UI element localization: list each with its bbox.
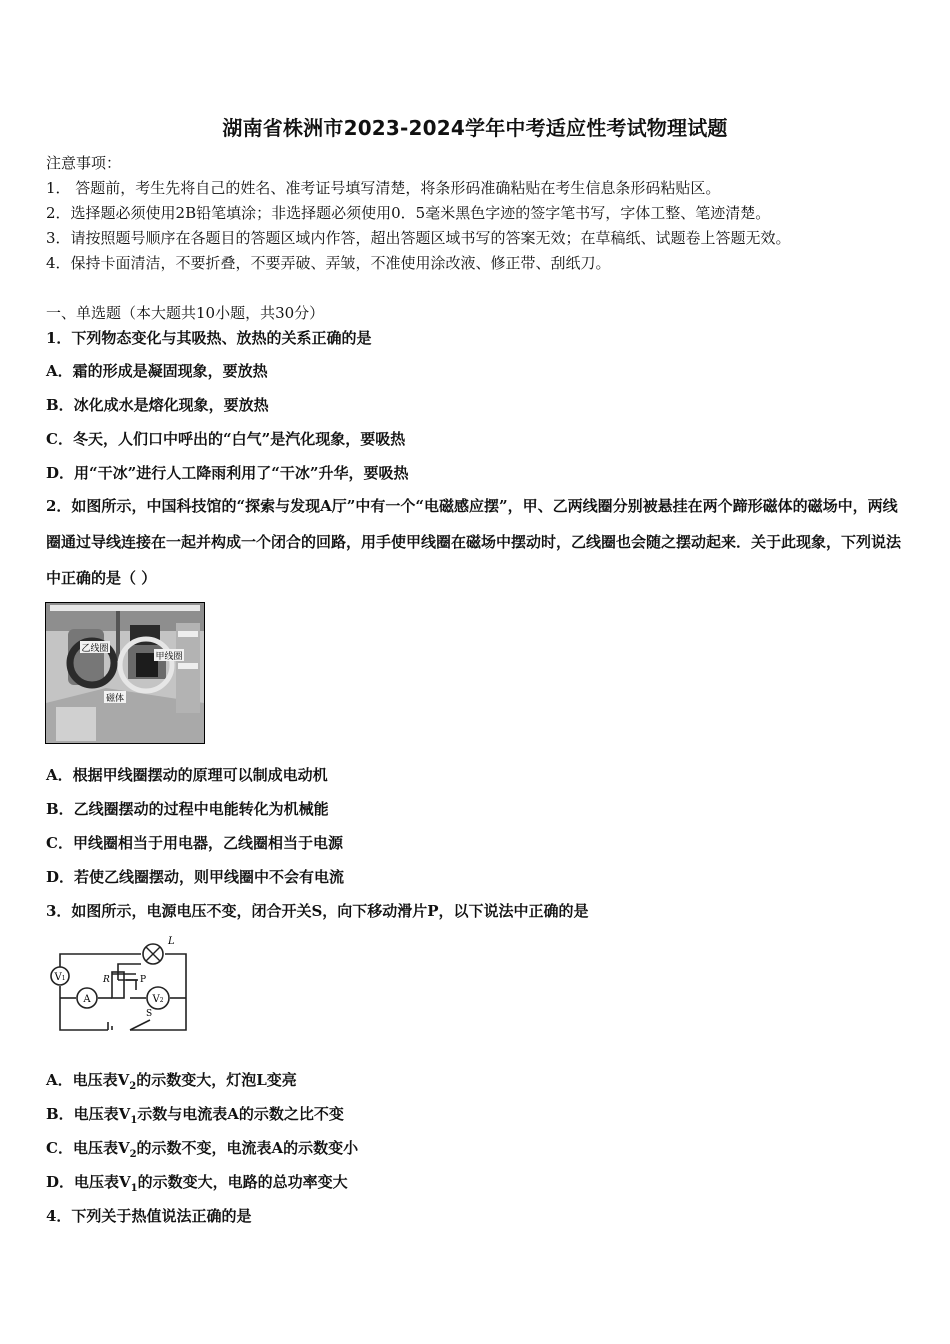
notice-heading: 注意事项： xyxy=(46,154,122,172)
question-4-stem: 4．下列关于热值说法正确的是 xyxy=(46,1207,252,1225)
slider-label: P xyxy=(140,975,147,985)
notice-item: 1． 答题前，考生先将自己的姓名、准考证号填写清楚，将条形码准确粘贴在考生信息条形码粘贴区。 xyxy=(46,179,721,197)
ammeter-label: A xyxy=(83,994,91,1005)
voltmeter-v1-icon xyxy=(51,967,69,985)
option-d-text-tail: 的示数变大，电路的总功率变大 xyxy=(137,1173,348,1191)
question-2-option-b: B．乙线圈摆动的过程中电能转化为机械能 xyxy=(46,800,329,818)
question-1-option-d: D．用“干冰”进行人工降雨利用了“干冰”升华，要吸热 xyxy=(46,464,409,482)
question-1-option-a: A．霜的形成是凝固现象，要放热 xyxy=(46,362,268,380)
option-c-text-tail: 的示数不变，电流表A的示数变小 xyxy=(136,1139,359,1157)
circuit-diagram xyxy=(46,932,196,1047)
electromagnetic-pendulum-photo xyxy=(45,602,205,744)
option-b-subscript: 1 xyxy=(130,1115,138,1126)
question-3-option-d xyxy=(46,1171,348,1194)
notice-item: 4．保持卡面清洁，不要折叠，不要弄破、弄皱，不准使用涂改液、修正带、刮纸刀。 xyxy=(46,254,611,272)
voltmeter-v2-subscript: 2 xyxy=(159,997,164,1004)
switch-label: S xyxy=(146,1009,153,1019)
question-3-option-b xyxy=(46,1103,344,1126)
option-b-text-tail: 示数与电流表A的示数之比不变 xyxy=(137,1105,344,1123)
page-title: 湖南省株洲市2023-2024学年中考适应性考试物理试题 xyxy=(222,116,728,140)
option-d-subscript: 1 xyxy=(130,1183,138,1194)
voltmeter-v2-icon xyxy=(147,987,169,1009)
photo-illustration xyxy=(46,603,204,743)
question-2-stem: 2．如图所示，中国科技馆的“探索与发现A厅”中有一个“电磁感应摆”，甲、乙两线圈分别被悬挂在两个蹄形磁体的磁场中，两线圈通过导线连接在一起并构成一个闭合的回路，用手使甲线圈在磁场中摆动时，乙线圈也会随之摆动起来．关于此现象，下列说法中正确的是（ ） xyxy=(46,497,902,587)
option-c-subscript: 2 xyxy=(129,1149,137,1160)
resistor-label: R xyxy=(103,975,110,985)
option-a-text: A．电压表V xyxy=(46,1071,130,1089)
question-2-option-d: D．若使乙线圈摆动，则甲线圈中不会有电流 xyxy=(46,868,345,886)
ammeter-icon xyxy=(77,988,97,1008)
lamp-icon xyxy=(143,944,163,964)
lamp-label: L xyxy=(168,936,175,947)
question-1-stem: 1．下列物态变化与其吸热、放热的关系正确的是 xyxy=(46,329,372,347)
question-3-stem: 3．如图所示，电源电压不变，闭合开关S，向下移动滑片P，以下说法中正确的是 xyxy=(46,902,589,920)
question-3-option-a xyxy=(46,1069,297,1092)
label-coil-b: 乙线圈 xyxy=(81,644,109,654)
section-heading: 一、单选题（本大题共10小题，共30分） xyxy=(46,304,325,322)
option-d-text: D．电压表V xyxy=(46,1173,131,1191)
question-2-option-a: A．根据甲线圈摆动的原理可以制成电动机 xyxy=(46,766,328,784)
option-b-text: B．电压表V xyxy=(46,1105,131,1123)
question-1-option-c: C．冬天，人们口中呼出的“白气”是汽化现象，要吸热 xyxy=(46,430,406,448)
question-1-option-b: B．冰化成水是熔化现象，要放热 xyxy=(46,396,269,414)
option-c-text: C．电压表V xyxy=(46,1139,130,1157)
voltmeter-v1-letter: V xyxy=(54,972,62,983)
label-coil-a: 甲线圈 xyxy=(155,652,183,662)
voltmeter-v1-subscript: 1 xyxy=(61,975,66,982)
option-a-text-tail: 的示数变大，灯泡L变亮 xyxy=(136,1071,297,1089)
label-magnet: 磁体 xyxy=(105,694,125,704)
notice-item: 2．选择题必须使用2B铅笔填涂；非选择题必须使用0．5毫米黑色字迹的签字笔书写，字体工整、笔迹清楚。 xyxy=(46,204,771,222)
voltmeter-v2-letter: V xyxy=(152,994,160,1005)
notice-item: 3．请按照题号顺序在各题目的答题区域内作答，超出答题区域书写的答案无效；在草稿纸、试题卷上答题无效。 xyxy=(46,229,791,247)
question-2-option-c: C．甲线圈相当于用电器，乙线圈相当于电源 xyxy=(46,834,343,852)
question-3-option-c xyxy=(46,1137,358,1160)
option-a-subscript: 2 xyxy=(129,1081,137,1092)
